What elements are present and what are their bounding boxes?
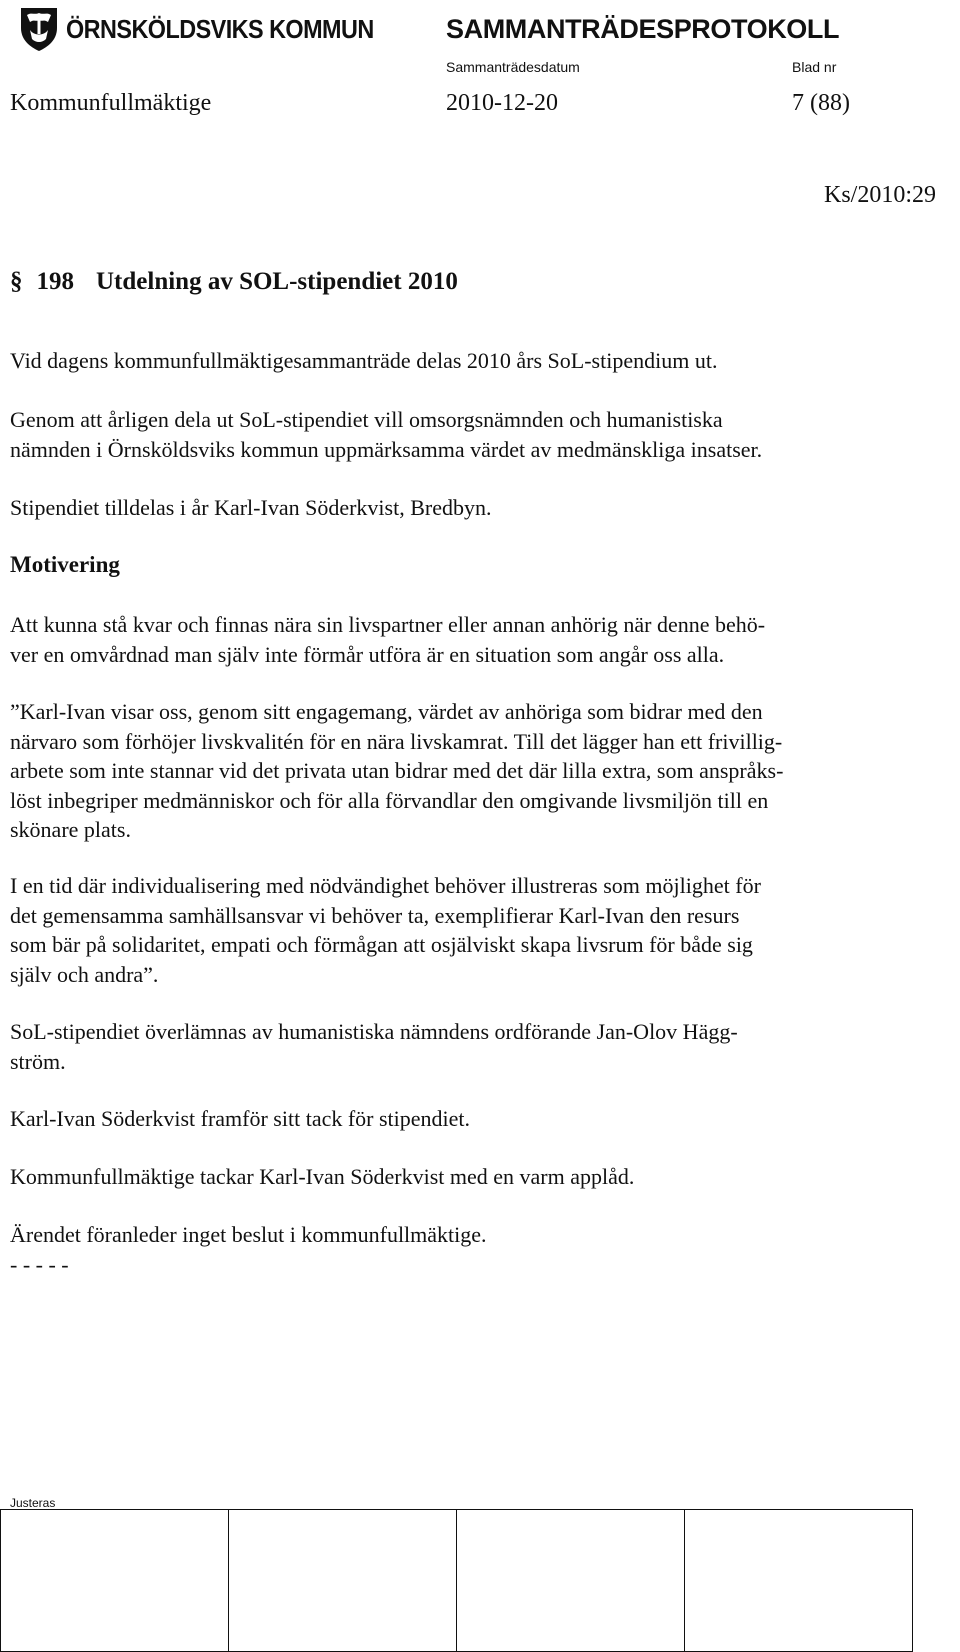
text-line: SoL-stipendiet överlämnas av humanistiska nämndens ordförande Jan-Olov Hägg- bbox=[10, 1019, 738, 1044]
signature-box bbox=[229, 1510, 457, 1652]
governing-body-name: Kommunfullmäktige bbox=[10, 90, 212, 116]
signature-box bbox=[685, 1510, 913, 1652]
text-line: Genom att årligen dela ut SoL-stipendiet vill omsorgsnämnden och humanistiska bbox=[10, 407, 723, 432]
text-line: Kommunfullmäktige tackar Karl-Ivan Söderkvist med en varm applåd. bbox=[10, 1164, 635, 1189]
motivation-heading: Motivering bbox=[10, 552, 120, 577]
text-line: I en tid där individualisering med nödvändighet behöver illustreras som möjlighet för bbox=[10, 873, 761, 898]
paragraph-motivation-1 bbox=[10, 610, 930, 669]
case-number: Ks/2010:29 bbox=[823, 182, 936, 208]
meeting-date: 2010-12-20 bbox=[446, 90, 558, 116]
text-line: Vid dagens kommunfullmäktigesammanträde delas 2010 års SoL-stipendium ut. bbox=[10, 348, 718, 373]
page-number-label: Blad nr bbox=[792, 59, 837, 75]
text-line: ”Karl-Ivan visar oss, genom sitt engagemang, värdet av anhöriga som bidrar med den bbox=[10, 699, 763, 724]
text-line: löst inbegriper medmänniskor och för alla förvandlar den omgivande livsmiljön till en bbox=[10, 787, 769, 813]
section-symbol: § bbox=[10, 268, 23, 295]
paragraph-purpose bbox=[10, 405, 930, 464]
signature-table bbox=[0, 1509, 913, 1652]
paragraph-motivation-2 bbox=[10, 697, 930, 845]
signature-box bbox=[1, 1510, 229, 1652]
section-heading bbox=[10, 268, 458, 296]
justeras-label: Justeras bbox=[10, 1496, 56, 1510]
paragraph-motivation-3 bbox=[10, 871, 930, 989]
text-line: Att kunna stå kvar och finnas nära sin livspartner eller annan anhörig när denne behö- bbox=[10, 612, 766, 637]
section-number: 198 bbox=[36, 268, 74, 295]
paragraph-handover bbox=[10, 1017, 930, 1076]
meeting-date-label: Sammanträdesdatum bbox=[446, 59, 580, 75]
text-line: det gemensamma samhällsansvar vi behöver ta, exemplifierar Karl-Ivan den resurs bbox=[10, 902, 740, 928]
section-title: Utdelning av SOL-stipendiet 2010 bbox=[96, 268, 458, 295]
page-number: 7 (88) bbox=[792, 90, 850, 116]
text-line: själv och andra”. bbox=[10, 961, 159, 987]
organization-name: ÖRNSKÖLDSVIKS KOMMUN bbox=[66, 14, 374, 44]
text-line: närvaro som förhöjer livskvalitén för en nära livskamrat. Till det lägger han ett frivillig- bbox=[10, 728, 783, 754]
text-line: nämnden i Örnsköldsviks kommun uppmärksamma värdet av medmänskliga insatser. bbox=[10, 436, 763, 462]
paragraph-closing bbox=[10, 1220, 930, 1279]
document-type-title: SAMMANTRÄDESPROTOKOLL bbox=[446, 14, 840, 44]
paragraph-applause bbox=[10, 1162, 930, 1192]
end-dashes: - - - - - bbox=[10, 1251, 69, 1277]
signature-box bbox=[457, 1510, 685, 1652]
text-line: skönare plats. bbox=[10, 817, 131, 842]
text-line: Ärendet föranleder inget beslut i kommunfullmäktige. bbox=[10, 1222, 487, 1247]
text-line: Karl-Ivan Söderkvist framför sitt tack för stipendiet. bbox=[10, 1106, 471, 1131]
text-line: arbete som inte stannar vid det privata utan bidrar med det där lilla extra, som anspråks- bbox=[10, 758, 784, 783]
text-line: ver en omvårdnad man själv inte förmår utföra är en situation som angår oss alla. bbox=[10, 641, 725, 667]
text-line: Stipendiet tilldelas i år Karl-Ivan Söderkvist, Bredbyn. bbox=[10, 495, 492, 520]
paragraph-recipient bbox=[10, 493, 930, 523]
text-line: som bär på solidaritet, empati och förmågan att osjälviskt skapa livsrum för både sig bbox=[10, 932, 753, 957]
municipality-crest-logo bbox=[18, 6, 60, 52]
paragraph-intro bbox=[10, 346, 930, 376]
paragraph-thanks bbox=[10, 1104, 930, 1134]
text-line: ström. bbox=[10, 1048, 66, 1074]
